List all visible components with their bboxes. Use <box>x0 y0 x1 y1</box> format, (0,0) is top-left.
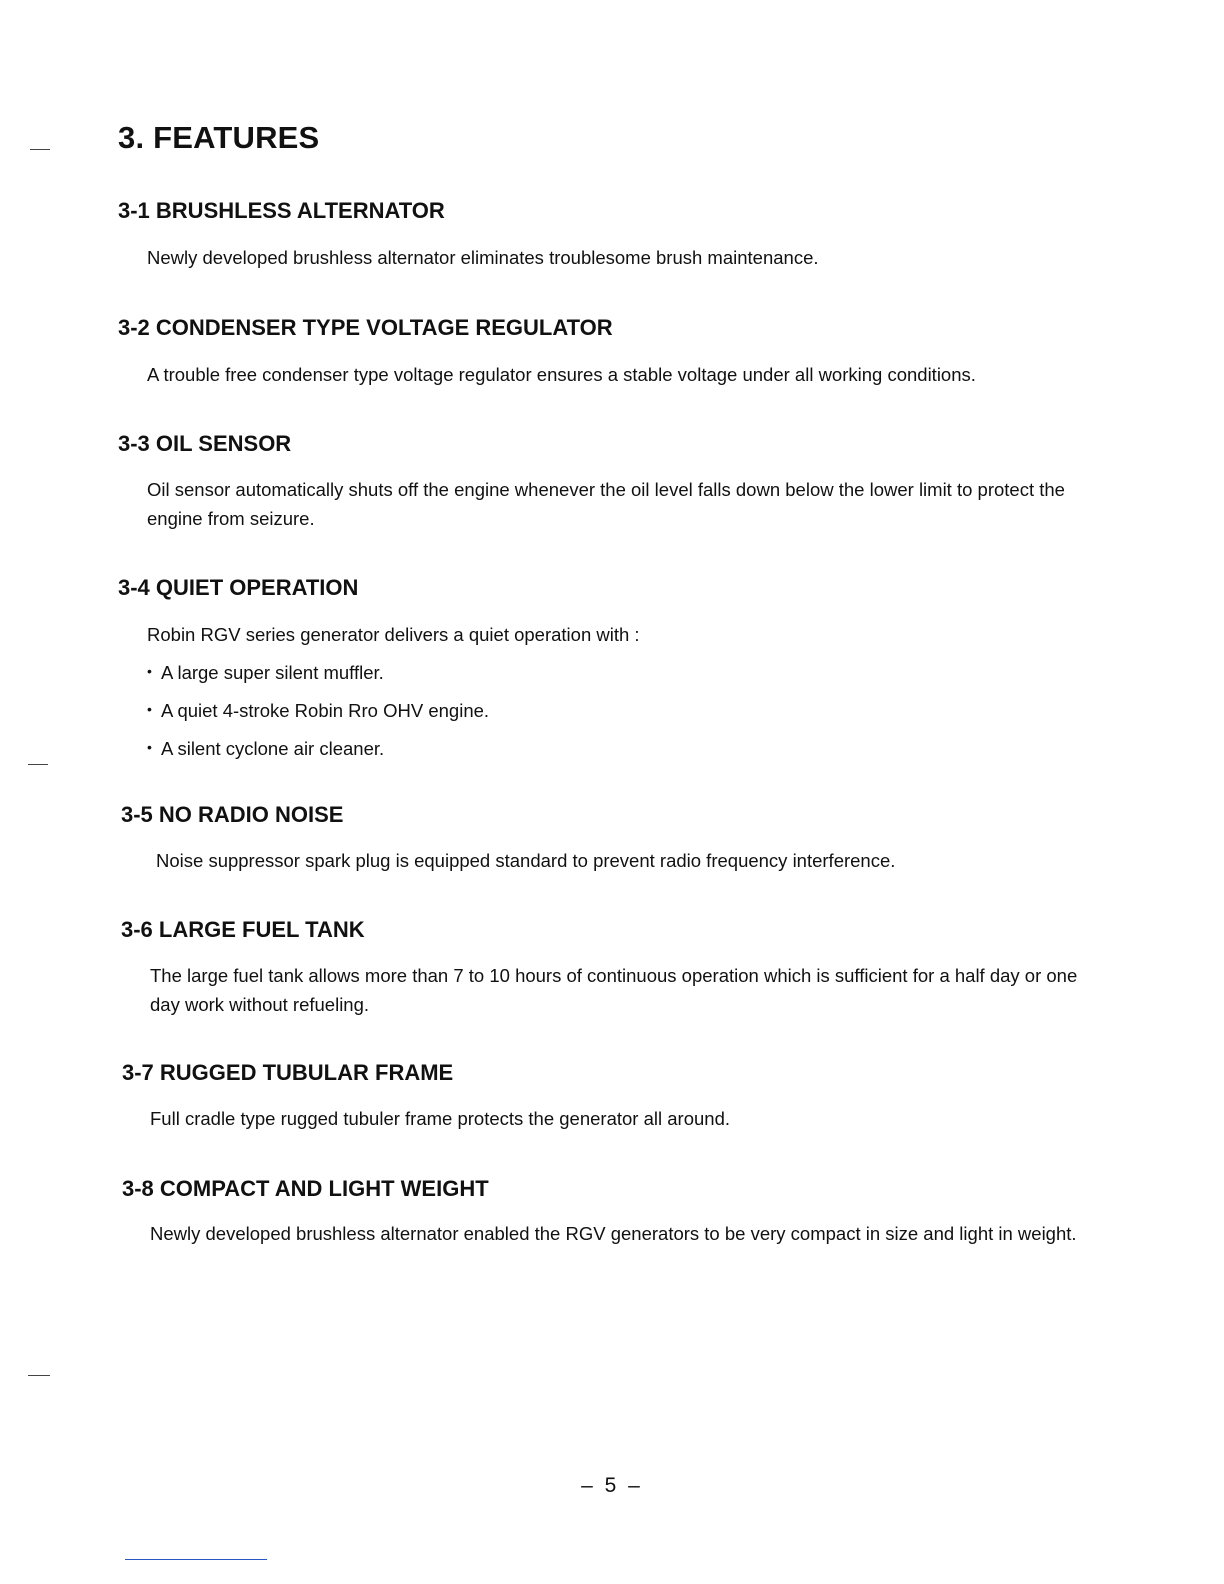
section-heading: 3-7 RUGGED TUBULAR FRAME <box>122 1060 454 1085</box>
section-heading: 3-8 COMPACT AND LIGHT WEIGHT <box>122 1176 489 1201</box>
bullet-text: A large super silent muffler. <box>161 662 384 683</box>
bullet-icon: • <box>147 663 152 679</box>
section-body: Noise suppressor spark plug is equipped standard to prevent radio frequency interference. <box>156 850 896 871</box>
section-heading: 3-2 CONDENSER TYPE VOLTAGE REGULATOR <box>118 315 613 340</box>
section-body: The large fuel tank allows more than 7 to 10 hours of continuous operation which is sufficient for a half day or one day work without refueling. <box>150 965 1078 1015</box>
section-body: Robin RGV series generator delivers a quiet operation with : <box>147 624 640 645</box>
bullet-icon: • <box>147 739 152 755</box>
bottom-rule <box>125 1559 267 1560</box>
section-heading: 3-4 QUIET OPERATION <box>118 575 359 600</box>
bullet-text: A quiet 4-stroke Robin Rro OHV engine. <box>161 700 490 721</box>
section-body: Full cradle type rugged tubuler frame protects the generator all around. <box>150 1108 730 1129</box>
bullet-text: A silent cyclone air cleaner. <box>161 738 385 759</box>
list-item <box>147 691 489 729</box>
feature-bullet-list <box>147 653 489 767</box>
bullet-icon: • <box>147 701 152 717</box>
section-heading: 3-6 LARGE FUEL TANK <box>121 917 365 942</box>
list-item <box>147 653 489 691</box>
margin-mark <box>28 1375 50 1376</box>
section-body: Oil sensor automatically shuts off the engine whenever the oil level falls down below the lower limit to protect the engine from seizure. <box>147 479 1065 529</box>
section-body: A trouble free condenser type voltage regulator ensures a stable voltage under all working conditions. <box>147 364 976 385</box>
section-body: Newly developed brushless alternator eliminates troublesome brush maintenance. <box>147 247 819 268</box>
section-heading: 3-5 NO RADIO NOISE <box>121 802 344 827</box>
page-number: – 5 – <box>581 1474 643 1497</box>
margin-mark <box>30 149 50 150</box>
margin-mark <box>28 764 48 765</box>
page-title: 3. FEATURES <box>118 120 320 155</box>
section-heading: 3-1 BRUSHLESS ALTERNATOR <box>118 198 445 223</box>
section-body: Newly developed brushless alternator enabled the RGV generators to be very compact in size and light in weight. <box>150 1223 1077 1244</box>
list-item <box>147 729 489 767</box>
section-heading: 3-3 OIL SENSOR <box>118 431 292 456</box>
